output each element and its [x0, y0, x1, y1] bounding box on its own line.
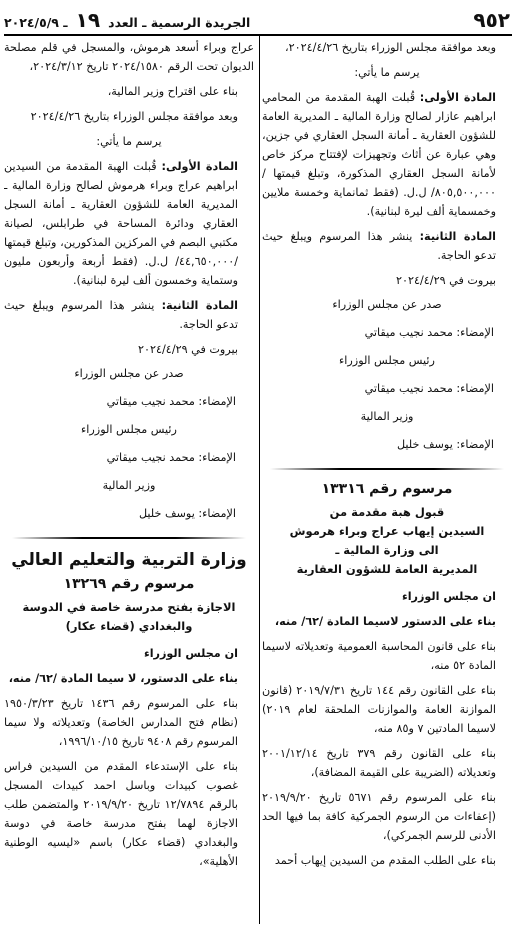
recital: بناء على القانون رقم ٣٧٩ تاريخ ٢٠٠١/١٢/١٤ وتعديلاته (الضريبة على القيمة المضافة)،: [262, 747, 496, 779]
paragraph: وبعد موافقة مجلس الوزراء بتاريخ ٢٠٢٤/٤/٢٦،: [285, 41, 496, 54]
minister-title: وزير المالية: [360, 410, 414, 423]
article-label: المادة الأولى:: [161, 160, 238, 173]
signature: الإمضاء: محمد نجيب ميقاتي: [364, 382, 494, 395]
minister-title: وزير المالية: [102, 479, 156, 492]
recital: بناء على الدستور لاسيما المادة /٦٢/ منه،: [274, 615, 496, 628]
signature: الإمضاء: يوسف خليل: [396, 438, 494, 451]
section-separator: [12, 533, 246, 543]
recital: بناء على الإستدعاء المقدم من السيدين فراس غصوب كبيدات وباسل احمد كبيدات المسجل بالرقم ١٢/٧٨٩٤ تاريخ ٢٠١٩/٩/٢٠ والمتضمن طلب الاجازة لهما بفتح مدرسة خاصة في دوسة والبغدادي (قضاء عكار) باسم «ليسيه الوطنية الأهلية»،: [4, 760, 239, 868]
issued-by: صدر عن مجلس الوزراء: [74, 367, 184, 380]
issued-by: صدر عن مجلس الوزراء: [332, 298, 442, 311]
place-date: بيروت في ٢٠٢٤/٤/٢٩: [138, 343, 238, 356]
decree-title: مرسوم رقم ١٣٣١٦: [321, 481, 453, 497]
recital: بناء على المرسوم رقم ٥٦٧١ تاريخ ٢٠١٩/٩/٢٠ (إعفاءات من الرسوم الجمركية كافة بما فيها الحد الأدنى للرسم الجمركي)،: [262, 791, 496, 842]
right-column: [262, 38, 512, 924]
article-label: المادة الأولى:: [419, 91, 497, 104]
recital: بناء على القانون رقم ١٤٤ تاريخ ٢٠١٩/٧/٣١ (قانون الموازنة العامة والموازنات الملحقة لعام ٢٠١٩) لاسيما المادتين ٧ و٨٥ منه،: [262, 684, 496, 735]
signature: الإمضاء: محمد نجيب ميقاتي: [364, 326, 494, 339]
paragraph: وبعد موافقة مجلس الوزراء بتاريخ ٢٠٢٤/٤/٢٦: [30, 110, 238, 123]
decree-formula: يرسم ما يأتي:: [354, 66, 420, 79]
recital: بناء على قانون المحاسبة العمومية وتعديلاته لاسيما المادة ٥٢ منه،: [262, 640, 496, 672]
recital: بناء على المرسوم رقم ١٤٣٦ تاريخ ١٩٥٠/٣/٢٣ (نظام فتح المدارس الخاصة) وتعديلاته ولا سيما المرسوم رقم ٩٤٠٨ تاريخ ١٩٩٦/١٠/١٥،: [4, 697, 238, 748]
decree-subject: الاجازة بفتح مدرسة خاصة في الدوسة: [22, 600, 236, 614]
signature: الإمضاء: محمد نجيب ميقاتي: [106, 451, 236, 464]
paragraph: عراج وبراء أسعد هرموش، والمسجل في قلم مصلحة الديوان تحت الرقم ٢٠٢٤/١٥٨٠ تاريخ ٢٠٢٤/٣/١٢،: [4, 41, 254, 73]
article-text: ينشر هذا المرسوم ويبلغ حيث تدعو الحاجة.: [262, 230, 496, 262]
decree-title: مرسوم رقم ١٣٢٦٩: [63, 576, 195, 592]
signature: الإمضاء: محمد نجيب ميقاتي: [106, 395, 236, 408]
recital: بناء على الطلب المقدم من السيدين إيهاب أحمد: [274, 854, 496, 867]
left-column: [4, 38, 254, 924]
issue-date: ـ ٢٠٢٤/٥/٩: [4, 15, 68, 30]
pm-title: رئيس مجلس الوزراء: [81, 423, 177, 436]
header-rule: [4, 34, 512, 36]
article-text: قُبلت الهبة المقدمة من المحامي ابراهيم عازار لصالح وزارة المالية ـ المديرية العامة للشؤون العقارية ـ أمانة السجل العقاري في جزين، وهي عبارة عن أثاث وتجهيزات لإفتتاح مركز خاص لأمانة السجل العقاري المذكورة، وتبلغ قيمتها /٨٠٥,٥٠٠,٠٠٠/ ل.ل. (فقط ثمانماية وخمسة ملايين وخمسماية ألف ليرة لبنانية).: [262, 91, 496, 218]
page-header: [4, 8, 510, 32]
council-heading: ان مجلس الوزراء: [143, 647, 238, 660]
article-text: قُبلت الهبة المقدمة من السيدين ابراهيم عراج وبراء هرموش لصالح وزارة المالية ـ المديرية العامة للشؤون العقارية ـ أمانة السجل العقاري ودائرة المساحة في طرابلس، لصيانة مكتبي البصم في المركزين المذكورين، وتبلغ قيمتها /٤٤,٦٥٠,٠٠٠/ ل.ل. (فقط أربعة وأربعون مليون وستماية وخمسون ألف ليرة لبنانية).: [4, 160, 238, 287]
decree-subject: قبول هبة مقدمة من: [329, 505, 445, 519]
place-date: بيروت في ٢٠٢٤/٤/٢٩: [396, 274, 496, 287]
decree-subject: الى وزارة المالية ـ: [335, 543, 439, 557]
recital: بناء على الدستور، لا سيما المادة /٦٢/ منه،: [8, 672, 238, 685]
article-text: ينشر هذا المرسوم ويبلغ حيث تدعو الحاجة.: [4, 299, 238, 331]
gazette-name: الجريدة الرسمية ـ العدد: [108, 15, 251, 30]
column-divider: [259, 36, 260, 924]
signature: الإمضاء: يوسف خليل: [138, 507, 236, 520]
gazette-info: [4, 8, 250, 32]
decree-formula: يرسم ما يأتي:: [96, 135, 162, 148]
page-number: ٩٥٢: [473, 8, 510, 32]
article-label: المادة الثانية:: [419, 230, 497, 243]
decree-subject: المديرية العامة للشؤون العقارية: [296, 562, 478, 576]
paragraph: بناء على اقتراح وزير المالية،: [107, 85, 238, 98]
article-2: [262, 227, 512, 265]
article-2: [4, 296, 254, 334]
council-heading: ان مجلس الوزراء: [401, 590, 496, 603]
pm-title: رئيس مجلس الوزراء: [339, 354, 435, 367]
section-separator: [270, 464, 504, 474]
article-label: المادة الثانية:: [161, 299, 239, 312]
issue-number: ١٩: [75, 8, 101, 32]
decree-subject: والبغدادي (قضاء عكار): [65, 619, 193, 633]
ministry-heading: وزارة التربية والتعليم العالي: [11, 550, 247, 570]
article-1: [4, 157, 254, 290]
article-1: [262, 88, 512, 221]
decree-subject: السيدين إيهاب عراج وبراء هرموش: [289, 524, 485, 538]
